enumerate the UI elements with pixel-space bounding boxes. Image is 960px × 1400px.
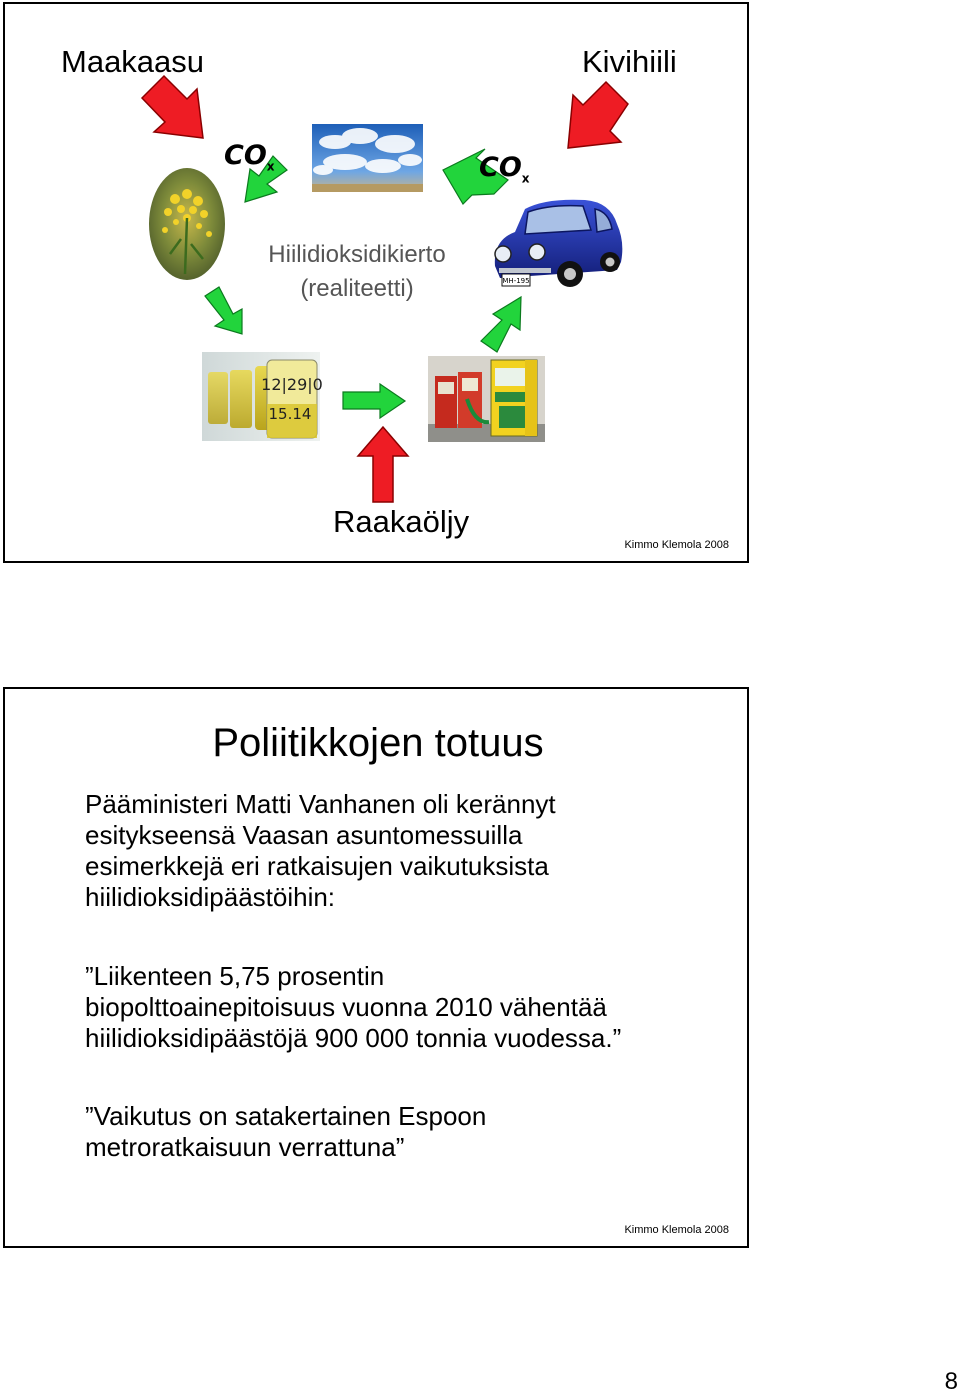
green-arrow-flower-to-oil — [205, 287, 242, 334]
sky-image — [312, 124, 423, 192]
red-arrow-crude-oil — [358, 427, 408, 502]
paragraph-1-line: Pääministeri Matti Vanhanen oli kerännyt — [85, 789, 556, 819]
license-plate: MH-195 — [502, 277, 530, 285]
cycle-title-line-2: (realiteetti) — [300, 275, 414, 302]
paragraph-2-quote — [85, 961, 725, 1054]
label-crude-oil: Raakaöljy — [333, 504, 470, 539]
green-arrow-oil-to-pump — [343, 384, 405, 418]
paragraph-1-line: esitykseensä Vaasan asuntomessuilla — [85, 820, 523, 850]
jar-label-1: 12|29|0 — [261, 375, 323, 394]
paragraph-1 — [85, 789, 725, 913]
cycle-title — [241, 238, 473, 306]
green-arrow-pump-to-car — [481, 297, 521, 352]
jar-label-2: 15.14 — [268, 405, 312, 423]
biodiesel-jars-image — [202, 352, 323, 441]
blue-car-image — [495, 200, 622, 287]
paragraph-3-line: metroratkaisuun verrattuna” — [85, 1132, 405, 1162]
red-arrow-coal — [568, 82, 628, 148]
paragraph-1-line: hiilidioksidipäästöihin: — [85, 882, 336, 912]
slide2-title: Poliitikkojen totuus — [212, 721, 544, 765]
co2-label-left: $CO_x$ — [224, 140, 275, 174]
slide-carbon-cycle — [3, 2, 749, 563]
label-natural-gas: Maakaasu — [61, 44, 205, 79]
page-number: 8 — [944, 1368, 958, 1395]
slide-politicians-truth — [3, 687, 749, 1248]
red-arrow-natural-gas — [142, 76, 203, 138]
paragraph-2-line: ”Liikenteen 5,75 prosentin — [85, 961, 385, 991]
slide1-footer: Kimmo Klemola 2008 — [624, 539, 729, 551]
paragraph-2-line: biopolttoainepitoisuus vuonna 2010 vähentää — [85, 992, 607, 1022]
rapeseed-flower-image — [149, 168, 225, 280]
slide2-footer: Kimmo Klemola 2008 — [624, 1224, 729, 1236]
paragraph-2-line: hiilidioksidipäästöjä 900 000 tonnia vuodessa.” — [85, 1023, 622, 1053]
fuel-pumps-image — [428, 356, 545, 442]
paragraph-1-line: esimerkkejä eri ratkaisujen vaikutuksista — [85, 851, 549, 881]
label-coal: Kivihiili — [582, 44, 677, 79]
co2-label-right: $CO_x$ — [479, 152, 530, 186]
cycle-title-line-1: Hiilidioksidikierto — [268, 241, 446, 268]
paragraph-3-line: ”Vaikutus on satakertainen Espoon — [85, 1101, 487, 1131]
paragraph-3-quote — [85, 1101, 725, 1163]
